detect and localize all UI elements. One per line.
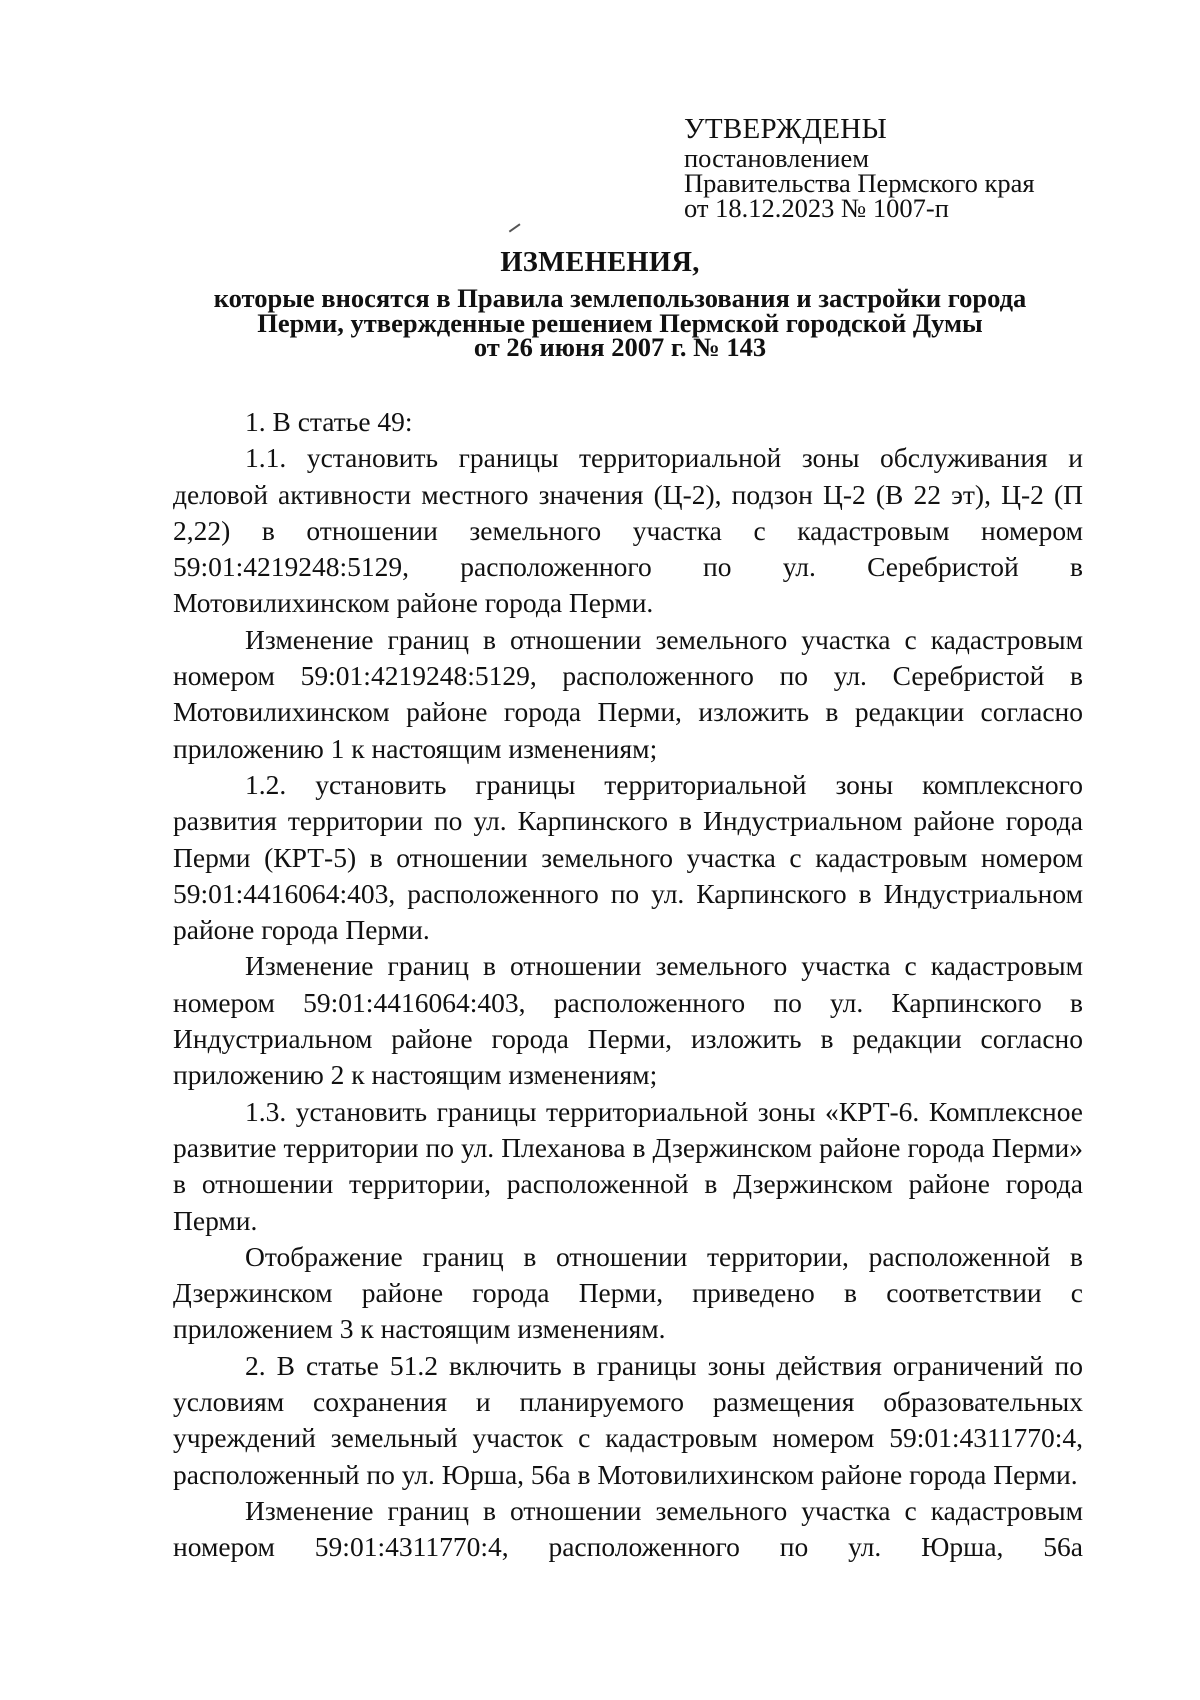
approval-line-date-number: от 18.12.2023 № 1007-п [684,193,949,223]
paragraph-1-2: 1.2. установить границы территориальной зоны комплексного развития территории по ул. Карпинского в Индустриальном районе города Перми (КРТ-5) в отношении земельного участка с кадастровым номером 59:01:4416064:403, расположенного по ул. Карпинского в Индустриальном районе города Перми. [173,768,1083,946]
subtitle-line: которые вносятся в Правила землепользования и застройки города [213,283,1027,313]
paragraph-1-2-change: Изменение границ в отношении земельного участка с кадастровым номером 59:01:4416064:403, расположенного по ул. Карпинского в Индустриальном районе города Перми, изложить в редакции согласно приложению 2 к настоящим изменениям; [173,950,1083,1091]
paragraph-article-49: 1. В статье 49: [245,406,413,437]
paragraph-1-1: 1.1. установить границы территориальной зоны обслуживания и деловой активности местного значения (Ц-2), подзон Ц-2 (В 22 эт), Ц-2 (П 2,22) в отношении земельного участка с кадастровым номером 59:01:4219248:5129, расположенного по ул. Серебристой в Мотовилихинском районе города Перми. [173,442,1083,619]
subtitle-line: Перми, утвержденные решением Пермской городской Думы [257,307,983,338]
approval-heading: УТВЕРЖДЕНЫ [684,113,888,145]
subtitle-line: от 26 июня 2007 г. № 143 [473,332,767,362]
stray-pen-mark [509,223,521,232]
paragraph-1-3: 1.3. установить границы территориальной зоны «КРТ-6. Комплексное развитие территории по ул. Плеханова в Дзержинском районе города Перми» в отношении территории, расположенной в Дзержинском районе города Перми. [173,1095,1083,1236]
approval-block [684,112,1104,221]
document-body [173,404,1083,1566]
approval-line-resolution: постановлением [684,143,869,173]
paragraph-1-1-change: Изменение границ в отношении земельного участка с кадастровым номером 59:01:4219248:5129, расположенного по ул. Серебристой в Мотовилихинском районе города Перми, изложить в редакции согласно приложению 1 к настоящим изменениям; [173,623,1083,764]
approval-line-government: Правительства Пермского края [684,168,1035,198]
document-subtitle [170,283,1070,362]
paragraph-article-51-2: 2. В статье 51.2 включить в границы зоны действия ограничений по условиям сохранения и планируемого размещения образовательных учреждений земельный участок с кадастровым номером 59:01:4311770:4, расположенный по ул. Юрша, 56а в Мотовилихинском районе города Перми. [173,1349,1083,1490]
paragraph-article-51-2-change: Изменение границ в отношении земельного участка с кадастровым номером 59:01:4311770:4, расположенного по ул. Юрша, 56а [173,1494,1083,1563]
paragraph-1-3-display: Отображение границ в отношении территории, расположенной в Дзержинском районе города Перми, приведено в соответствии с приложением 3 к настоящим изменениям. [173,1240,1083,1345]
document-title: ИЗМЕНЕНИЯ, [500,247,700,278]
